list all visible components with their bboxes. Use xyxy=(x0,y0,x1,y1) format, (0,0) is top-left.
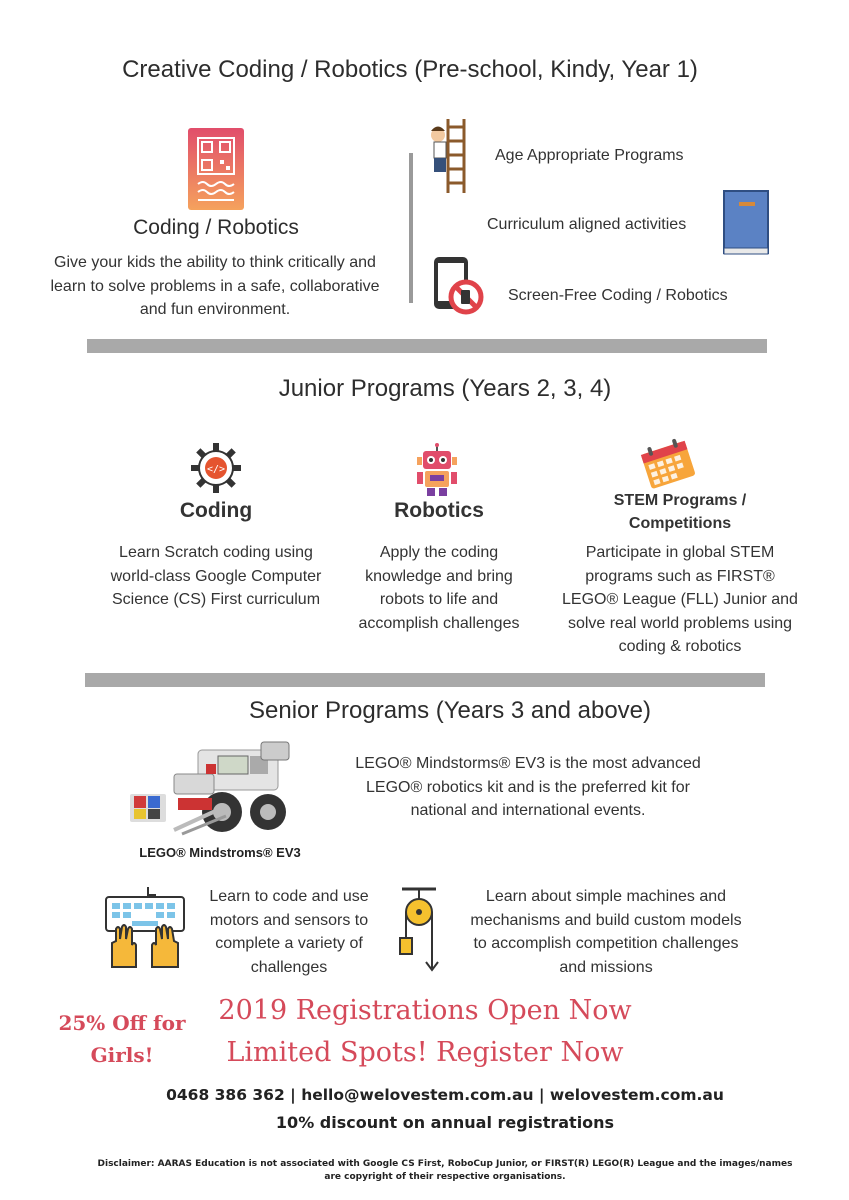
no-phone-icon xyxy=(432,255,484,317)
junior-robotics-title: Robotics xyxy=(394,499,484,522)
ev3-desc: LEGO® Mindstorms® EV3 is the most advanced LEGO® robotics kit and is the preferred kit for national and international events. xyxy=(355,755,701,819)
ev3-caption: LEGO® Mindstroms® EV3 xyxy=(139,845,301,860)
qr-code-icon xyxy=(188,128,244,210)
keyboard-hands-icon xyxy=(104,885,188,969)
junior-robotics-desc: Apply the coding knowledge and bring robots to life and accomplish challenges xyxy=(358,544,520,632)
coding-robotics-title: Coding / Robotics xyxy=(133,216,299,239)
coding-robotics-desc: Give your kids the ability to think critically and learn to solve problems in a safe, collaborative and fun environment. xyxy=(50,254,380,318)
calendar-icon xyxy=(637,437,699,491)
section1-title: Creative Coding / Robotics (Pre-school, Kindy, Year 1) xyxy=(122,56,698,83)
robot-icon xyxy=(415,443,459,497)
limited-spots-banner: Limited Spots! Register Now xyxy=(226,1037,624,1068)
registrations-open-banner: 2019 Registrations Open Now xyxy=(218,995,632,1026)
ladder-icon xyxy=(428,117,470,195)
feature-screen-free: Screen-Free Coding / Robotics xyxy=(508,287,728,304)
contact-line: 0468 386 362 | hello@welovestem.com.au | welovestem.com.au xyxy=(166,1086,724,1104)
section2-title: Junior Programs (Years 2, 3, 4) xyxy=(278,375,612,402)
junior-stem-desc: Participate in global STEM programs such as FIRST® LEGO® League (FLL) Junior and solve real world problems using coding & robotics xyxy=(562,544,798,655)
junior-stem-title: STEM Programs / Competitions xyxy=(613,492,747,532)
section-divider-2 xyxy=(85,673,765,687)
senior-machines-desc: Learn about simple machines and mechanisms and build custom models to accomplish competition challenges and missions xyxy=(470,888,742,976)
pulley-icon xyxy=(396,886,442,974)
senior-coding-desc: Learn to code and use motors and sensors to complete a variety of challenges xyxy=(209,888,369,976)
junior-coding-title: Coding xyxy=(179,499,253,522)
junior-coding-desc: Learn Scratch coding using world-class Google Computer Science (CS) First curriculum xyxy=(110,544,322,608)
feature-curriculum-aligned: Curriculum aligned activities xyxy=(487,216,687,233)
book-icon xyxy=(723,190,769,256)
vertical-divider xyxy=(409,153,413,303)
gear-code-icon xyxy=(190,442,242,494)
feature-age-appropriate: Age Appropriate Programs xyxy=(495,147,684,164)
annual-discount: 10% discount on annual registrations xyxy=(275,1113,615,1132)
section3-title: Senior Programs (Years 3 and above) xyxy=(249,697,651,724)
girls-discount-badge: 25% Off for Girls! xyxy=(58,1011,186,1067)
ev3-robot-image xyxy=(126,738,306,838)
section-divider-1 xyxy=(87,339,767,353)
disclaimer: Disclaimer: AARAS Education is not associated with Google CS First, RoboCup Junior, or FIRST(R) LEGO(R) League and the images/names are copyright of their respective organisations. xyxy=(97,1159,793,1182)
svg-text:</>: </> xyxy=(206,464,226,475)
